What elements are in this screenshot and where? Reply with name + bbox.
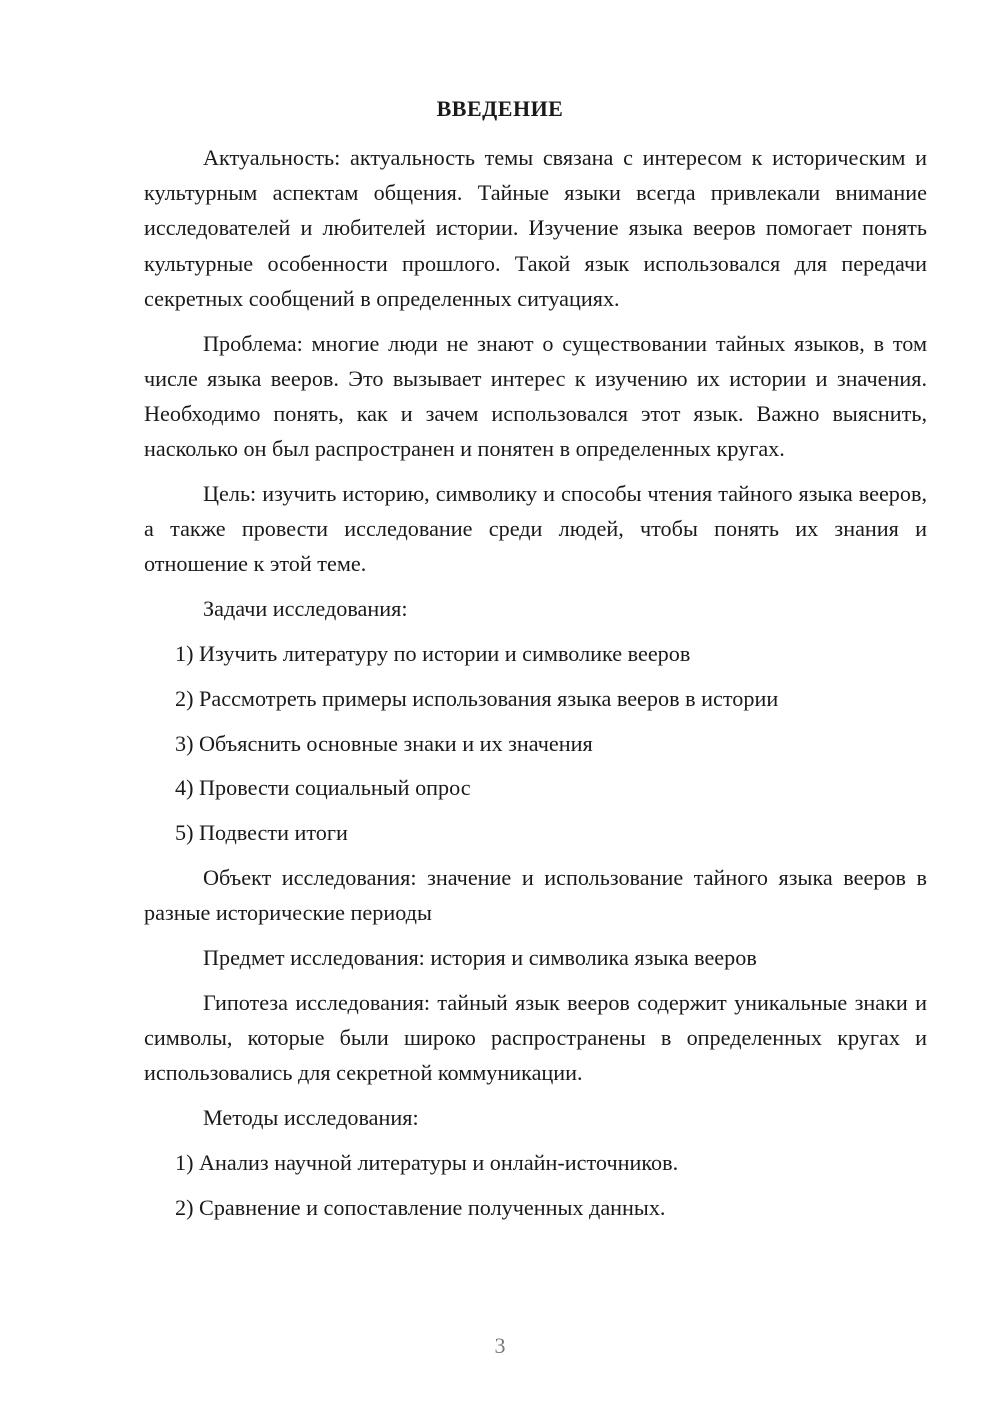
tasks-list: [144, 636, 927, 850]
paragraph-hypothesis: Гипотеза исследования: тайный язык вееров содержит уникальные знаки и символы, которые были широко распространены в определенных кругах и использовались для секретной коммуникации.: [144, 989, 927, 1086]
page-number: 3: [494, 1333, 506, 1358]
methods-title: Методы исследования:: [203, 1105, 419, 1130]
list-item: 5) Подвести итоги: [175, 820, 348, 846]
methods-list: [144, 1145, 927, 1225]
paragraph-subject: Предмет исследования: история и символика языка вееров: [203, 945, 757, 970]
document-body: [144, 140, 927, 1234]
list-item: 1) Изучить литературу по истории и символике вееров: [175, 641, 691, 667]
list-item: 2) Рассмотреть примеры использования языка вееров в истории: [175, 685, 779, 711]
paragraph-relevance: Актуальность: актуальность темы связана с интересом к историческим и культурным аспектам общения. Тайные языки всегда привлекали внимание исследователей и любителей истории. Изучение языка вееров помогает понять культурные особенности прошлого. Такой язык использовался для передачи секретных сообщений в определенных ситуациях.: [144, 145, 927, 311]
tasks-title: Задачи исследования:: [203, 596, 408, 622]
list-item: 4) Провести социальный опрос: [175, 775, 471, 801]
paragraph-object: Объект исследования: значение и использование тайного языка вееров в разные исторические периоды: [144, 865, 927, 926]
list-item: 1) Анализ научной литературы и онлайн-источников.: [175, 1149, 679, 1175]
section-heading: ВВЕДЕНИЕ: [436, 96, 564, 121]
paragraph-problem: Проблема: многие люди не знают о существовании тайных языков, в том числе языка вееров. Это вызывает интерес к изучению их истории и значения. Необходимо понять, как и зачем использовался этот язык. Важно выяснить, насколько он был распространен и понятен в определенных кругах.: [144, 330, 927, 462]
list-item: 2) Сравнение и сопоставление полученных данных.: [175, 1194, 666, 1220]
paragraph-goal: Цель: изучить историю, символику и способы чтения тайного языка вееров, а также провести исследование среди людей, чтобы понять их знания и отношение к этой теме.: [144, 481, 927, 577]
list-item: 3) Объяснить основные знаки и их значения: [175, 730, 593, 756]
